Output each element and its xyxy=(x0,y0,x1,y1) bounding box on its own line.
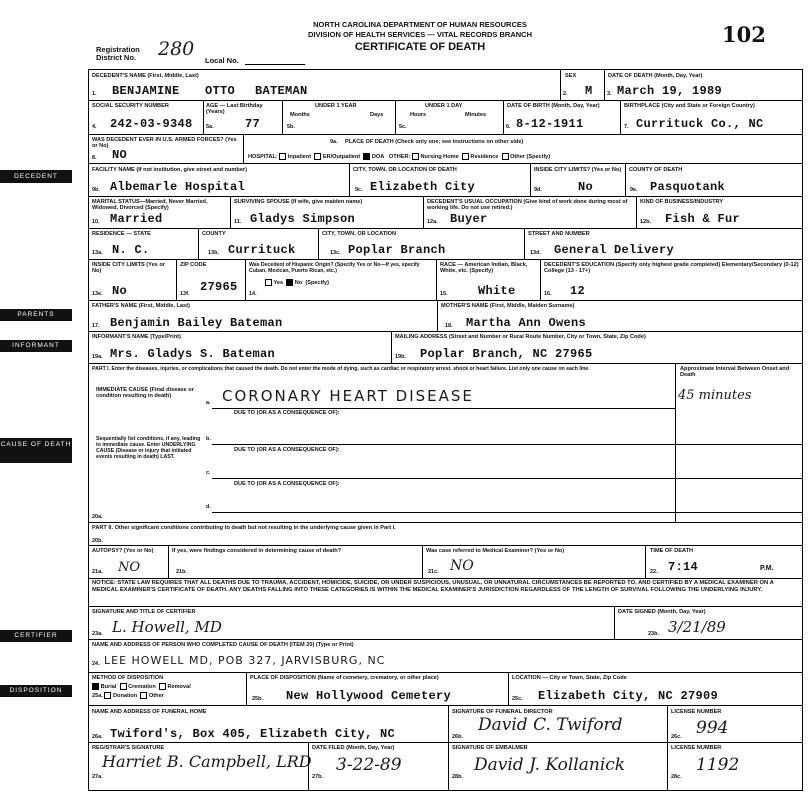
method-label: METHOD OF DISPOSITION xyxy=(92,675,164,681)
age-value: 77 xyxy=(245,117,261,131)
birthplace-value: Currituck Co., NC xyxy=(636,117,764,131)
autopsy-value: NO xyxy=(118,560,141,575)
birthplace-label: BIRTHPLACE (City and State or Foreign Country) xyxy=(624,103,755,109)
date-signed-label: DATE SIGNED (Month, Day, Year) xyxy=(618,609,706,615)
dob-value: 8-12-1911 xyxy=(516,117,584,131)
autopsy-label: AUTOPSY? (Yes or No) xyxy=(92,548,154,554)
spouse-value: Gladys Simpson xyxy=(250,212,356,226)
residence-checkbox[interactable] xyxy=(462,153,469,160)
license-value: 994 xyxy=(696,718,729,738)
decedent-last-name: BATEMAN xyxy=(255,84,308,98)
race-label: RACE — American Indian, Black, White, etc. (Specify) xyxy=(440,262,528,274)
mailing-value: Poplar Branch, NC 27965 xyxy=(420,347,593,361)
other-method-checkbox[interactable] xyxy=(140,692,147,699)
county-of-death-label: COUNTY OF DEATH xyxy=(629,167,683,173)
cemetery-value: New Hollywood Cemetery xyxy=(286,689,452,703)
age-label: AGE — Last Birthday (Years) xyxy=(206,103,263,115)
race-value: White xyxy=(478,284,516,298)
due-to-b-label: DUE TO (OR AS A CONSEQUENCE OF): xyxy=(234,410,340,416)
armed-forces-label: WAS DECEDENT EVER IN U.S. ARMED FORCES? (Yes or No) xyxy=(92,137,237,149)
facility-value: Albemarle Hospital xyxy=(110,180,246,194)
marital-label: MARITAL STATUS—Married, Never Married, Widowed, Divorced (Specify) xyxy=(92,199,208,211)
removal-checkbox[interactable] xyxy=(159,683,166,690)
residence-inside-value: No xyxy=(112,284,128,298)
residence-street-label: STREET AND NUMBER xyxy=(528,231,590,237)
immediate-cause-value: CORONARY HEART DISEASE xyxy=(222,387,474,405)
place-of-death-label: PLACE OF DEATH (Check only one; see instructions on other side) xyxy=(345,139,524,145)
education-value: 12 xyxy=(570,284,586,298)
residence-city-value: Poplar Branch xyxy=(348,243,446,257)
inpatient-checkbox[interactable] xyxy=(279,153,286,160)
immediate-cause-label: IMMEDIATE CAUSE (Final disease or condition resulting in death) xyxy=(96,387,194,399)
date-of-death-value: March 19, 1989 xyxy=(617,84,723,98)
residence-county-value: Currituck xyxy=(228,243,296,257)
decedent-middle-name: OTTO xyxy=(205,84,236,98)
industry-value: Fish & Fur xyxy=(665,212,741,226)
funeral-director-label: SIGNATURE OF FUNERAL DIRECTOR xyxy=(452,709,553,715)
education-label: DECEDENT'S EDUCATION (Specify only highest grade completed) Elementary/Secondary (0-12) College (13 - 17+) xyxy=(544,262,799,274)
facility-label: FACILITY NAME (If not institution, give street and number) xyxy=(92,167,247,173)
due-to-d-label: DUE TO (OR AS A CONSEQUENCE OF): xyxy=(234,481,340,487)
residence-county-label: COUNTY xyxy=(202,231,226,237)
decedent-first-name: BENJAMINE xyxy=(112,84,180,98)
sequential-label: Sequentially list conditions, if any, leading to immediate cause. Enter UNDERLYING CAUSE (Disease or injury that initiated events resulting in death) LAST. xyxy=(96,436,201,460)
completed-by-label: NAME AND ADDRESS OF PERSON WHO COMPLETED CAUSE OF DEATH (ITEM 20) (Type or Print) xyxy=(92,642,354,648)
tab-informant: INFORMANT xyxy=(0,340,72,352)
nursing-home-checkbox[interactable] xyxy=(412,153,419,160)
tab-parents: PARENTS xyxy=(0,309,72,321)
mother-value: Martha Ann Owens xyxy=(466,316,587,330)
residence-inside-label: INSIDE CITY LIMITS (Yes or No) xyxy=(92,262,165,274)
tab-certifier: CERTIFIER xyxy=(0,630,72,642)
occupation-value: Buyer xyxy=(450,212,488,226)
date-signed-value: 3/21/89 xyxy=(668,618,726,636)
zip-value: 27965 xyxy=(200,280,238,294)
form-title: CERTIFICATE OF DEATH xyxy=(354,41,486,53)
mailing-label: MAILING ADDRESS (Street and Number or Rural Route Number, City or Town, State, Zip Code) xyxy=(395,334,646,340)
license2-label: LICENSE NUMBER xyxy=(671,745,722,751)
funeral-home-value: Twiford's, Box 405, Elizabeth City, NC xyxy=(110,727,396,741)
dob-label: DATE OF BIRTH (Month, Day, Year) xyxy=(507,103,600,109)
residence-city-label: CITY, TOWN, OR LOCATION xyxy=(322,231,397,237)
time-of-death-label: TIME OF DEATH xyxy=(650,548,694,554)
license2-value: 1192 xyxy=(696,755,740,775)
city-of-death-label: CITY, TOWN, OR LOCATION OF DEATH xyxy=(353,167,457,173)
time-of-death-value: 7:14 xyxy=(668,560,699,574)
method-options: Burial Cremation Removal 25a. Donation Other xyxy=(92,684,191,699)
donation-checkbox[interactable] xyxy=(104,692,111,699)
sex-label: SEX xyxy=(565,73,577,79)
place-of-death-options: HOSPITAL: Inpatient ER/Outpatient DOA OTHER: Nursing Home Residence Other (Specify) xyxy=(248,153,551,160)
county-of-death-value: Pasquotank xyxy=(650,180,726,194)
date-filed-value: 3-22-89 xyxy=(336,755,402,775)
legal-notice: NOTICE: STATE LAW REQUIRES THAT ALL DEATHS DUE TO TRAUMA, ACCIDENT, HOMICIDE, SUICIDE, OR UNDER SUSPICIOUS, UNUSUAL, OR UNNATURAL CIRCUMSTANCES BE REPORTED TO, AND CERTIFIED BY A MEDICAL EXAMINER ON A MEDICAL EXAMINER'S CERTIFICATE OF DEATH. ANY DEATHS FALLING INTO THESE CATEGORIES IS WITHIN THE MEDICAL EXAMINER'S JURISDICTION REGARDLESS OF THE LENGTH OF SURVIVAL FOLLOWING THE UNDERLYING INJURY. xyxy=(92,580,774,593)
industry-label: KIND OF BUSINESS/INDUSTRY xyxy=(640,199,724,205)
hispanic-options: Yes No (Specify) xyxy=(265,279,329,286)
embalmer-signature: David J. Kollanick xyxy=(474,755,626,775)
hispanic-label: Was Decedent of Hispanic Origin? (Specify Yes or No—If yes, specify Cuban, Mexican, Puerto Rican, etc.) xyxy=(249,262,420,274)
residence-state-value: N. C. xyxy=(112,243,150,257)
other-checkbox[interactable] xyxy=(502,153,509,160)
funeral-director-signature: David C. Twiford xyxy=(478,715,623,735)
sex-value: M xyxy=(585,84,593,98)
date-filed-label: DATE FILED (Month, Day, Year) xyxy=(312,745,395,751)
hispanic-no-checkbox[interactable] xyxy=(286,279,293,286)
location-label: LOCATION — City or Town, State, Zip Code xyxy=(512,675,627,681)
license-label: LICENSE NUMBER xyxy=(671,709,722,715)
doa-checkbox[interactable] xyxy=(363,153,370,160)
certificate-number: 102 xyxy=(722,22,766,47)
division-name: DIVISION OF HEALTH SERVICES — VITAL RECORDS BRANCH xyxy=(307,30,533,39)
ssn-value: 242-03-9348 xyxy=(110,117,193,131)
registration-number: 280 xyxy=(158,38,195,60)
zip-label: ZIP CODE xyxy=(180,262,207,268)
tab-cause-of-death: CAUSE OF DEATH xyxy=(0,438,72,463)
medical-examiner-value: NO xyxy=(450,558,474,574)
father-value: Benjamin Bailey Bateman xyxy=(110,316,283,330)
registrar-label: REGISTRAR'S SIGNATURE xyxy=(92,745,165,751)
part1-instructions: PART I. Enter the diseases, injuries, or complications that caused the death. Do not enter the mode of dying, such as cardiac or respiratory arrest, shock or heart failure. List only one cause on each line. xyxy=(92,366,590,372)
residence-street-value: General Delivery xyxy=(554,243,675,257)
place-disposition-label: PLACE OF DISPOSITION (Name of cemetery, crematory, or other place) xyxy=(250,675,439,681)
informant-label: INFORMANT'S NAME (Type/Print) xyxy=(92,334,181,340)
interval-a-value: 45 minutes xyxy=(678,388,752,403)
certifier-signature: L. Howell, MD xyxy=(112,618,222,636)
inside-city-value: No xyxy=(578,180,594,194)
cremation-checkbox[interactable] xyxy=(120,683,127,690)
funeral-home-label: NAME AND ADDRESS OF FUNERAL HOME xyxy=(92,709,207,715)
tab-disposition: DISPOSITION xyxy=(0,685,72,697)
name-label: DECEDENT'S NAME (First, Middle, Last) xyxy=(92,73,199,79)
registrar-signature: Harriet B. Campbell, LRD xyxy=(102,752,312,771)
mother-label: MOTHER'S NAME (First, Middle, Maiden Surname) xyxy=(441,303,575,309)
form-frame xyxy=(88,69,803,791)
burial-checkbox[interactable] xyxy=(92,683,99,690)
completed-by-value: LEE HOWELL MD, POB 327, JARVISBURG, NC xyxy=(104,654,386,667)
due-to-c-label: DUE TO (OR AS A CONSEQUENCE OF): xyxy=(234,447,340,453)
certifier-label: SIGNATURE AND TITLE OF CERTIFIER xyxy=(92,609,196,615)
city-of-death-value: Elizabeth City xyxy=(370,180,476,194)
er-checkbox[interactable] xyxy=(314,153,321,160)
local-label: Local No. xyxy=(205,56,239,65)
ssn-label: SOCIAL SECURITY NUMBER xyxy=(92,103,169,109)
findings-label: If yes, were findings considered in determining cause of death? xyxy=(172,548,342,554)
date-of-death-label: DATE OF DEATH (Month, Day, Year) xyxy=(608,73,703,79)
medical-examiner-label: Was case referred to Medical Examiner? (Yes or No) xyxy=(426,548,565,554)
spouse-label: SURVIVING SPOUSE (If wife, give maiden name) xyxy=(234,199,363,205)
registration-label: Registration District No. xyxy=(96,45,140,62)
informant-value: Mrs. Gladys S. Bateman xyxy=(110,347,276,361)
interval-label: Approximate Interval Between Onset and Death xyxy=(680,366,790,378)
embalmer-label: SIGNATURE OF EMBALMER xyxy=(452,745,528,751)
armed-forces-value: NO xyxy=(112,148,128,162)
location-value: Elizabeth City, NC 27909 xyxy=(538,689,719,703)
part2-label: PART II. Other significant conditions contributing to death but not resulting in the underlying cause given in Part I. xyxy=(92,525,396,531)
occupation-label: DECEDENT'S USUAL OCCUPATION (Give kind of work done during most of working life. Do not use retired.) xyxy=(427,199,628,211)
father-label: FATHER'S NAME (First, Middle, Last) xyxy=(92,303,190,309)
marital-value: Married xyxy=(110,212,163,226)
inside-city-label: INSIDE CITY LIMITS? (Yes or No) xyxy=(534,167,622,173)
time-suffix: P.M. xyxy=(760,565,774,572)
tab-decedent: DECEDENT xyxy=(0,170,72,183)
dept-name: NORTH CAROLINA DEPARTMENT OF HUMAN RESOURCES xyxy=(313,20,527,29)
residence-state-label: RESIDENCE — STATE xyxy=(92,231,151,237)
hispanic-yes-checkbox[interactable] xyxy=(265,279,272,286)
